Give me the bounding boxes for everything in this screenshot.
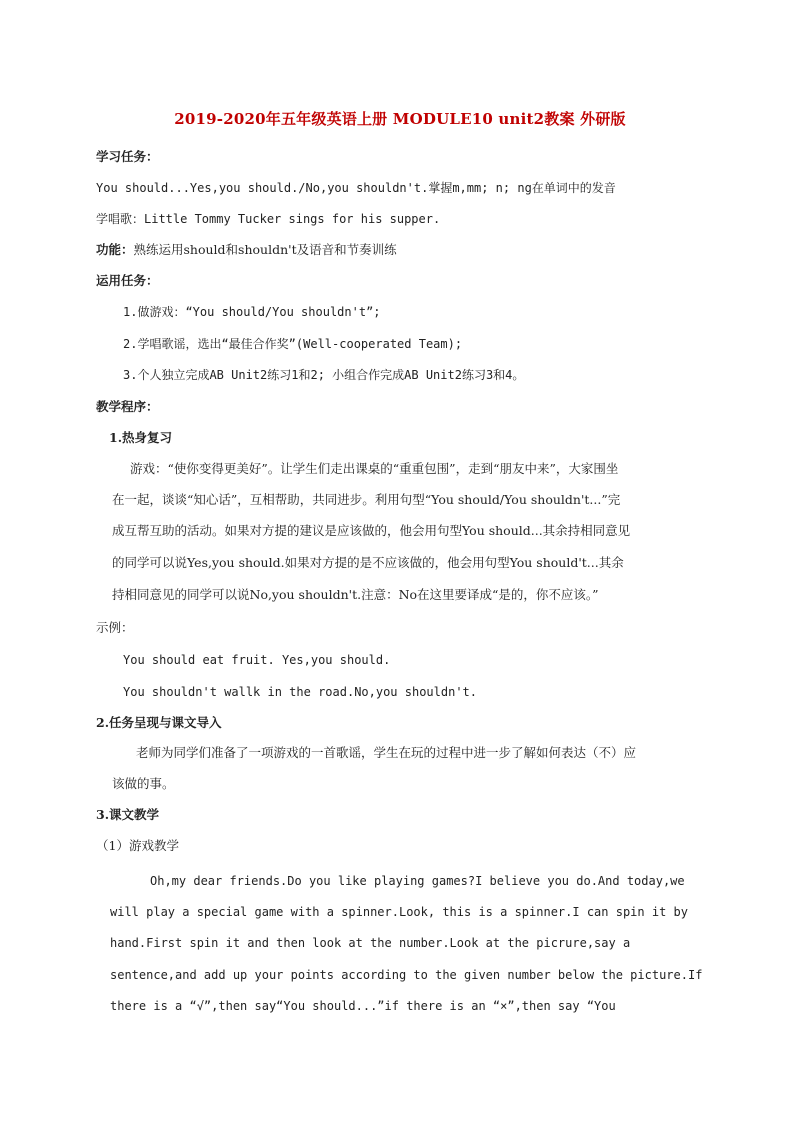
section-3-paragraph-line: hand.First spin it and then look at the number.Look at the picrure,say a: [110, 936, 631, 950]
application-task-item: 2.学唱歌谣，选出“最佳合作奖”(Well-cooperated Team);: [123, 337, 463, 351]
procedure-heading: 教学程序：: [96, 399, 159, 414]
section-1-paragraph-line: 成互帮互助的活动。如果对方提的建议是应该做的，他会用句型You should...其余持相同意见: [112, 523, 631, 538]
example-sentence: You should eat fruit. Yes,you should.: [123, 653, 391, 667]
function-line: [96, 242, 397, 258]
example-sentence: You shouldn't wallk in the road.No,you shouldn't.: [123, 685, 478, 699]
section-3-heading: 3.课文教学: [96, 807, 160, 822]
section-3-paragraph-line: sentence,and add up your points according to the given number below the picture.If: [110, 968, 703, 982]
application-task-item: 1.做游戏：“You should/You shouldn't”;: [123, 305, 381, 319]
section-1-paragraph-line: 的同学可以说Yes,you should.如果对方提的是不应该做的，他会用句型You should't...其余: [112, 555, 624, 570]
example-label: 示例：: [96, 620, 134, 635]
function-text: 熟练运用should和shouldn't及语音和节奏训练: [133, 242, 397, 257]
section-1-heading: 1.热身复习: [109, 430, 173, 445]
learning-tasks-line-2: 学唱歌：Little Tommy Tucker sings for his supper.: [96, 212, 441, 226]
section-3-subheading: （1）游戏教学: [96, 838, 179, 853]
learning-tasks-line-1: You should...Yes,you should./No,you shouldn't.掌握m,mm; n; ng在单词中的发音: [96, 181, 616, 195]
section-1-paragraph-line: 游戏：“使你变得更美好”。让学生们走出课桌的“重重包围”，走到“朋友中来”，大家围坐: [130, 461, 619, 476]
section-3-paragraph-line: Oh,my dear friends.Do you like playing games?I believe you do.And today,we: [150, 874, 685, 888]
section-3-paragraph-line: will play a special game with a spinner.Look, this is a spinner.I can spin it by: [110, 905, 688, 919]
application-task-item: 3.个人独立完成AB Unit2练习1和2; 小组合作完成AB Unit2练习3和4。: [123, 368, 525, 382]
section-2-paragraph-line: 该做的事。: [112, 776, 175, 791]
section-2-paragraph-line: 老师为同学们准备了一项游戏的一首歌谣，学生在玩的过程中进一步了解如何表达（不）应: [136, 745, 637, 760]
section-2-heading: 2.任务呈现与课文导入: [96, 715, 222, 730]
section-1-paragraph-line: 持相同意见的同学可以说No,you shouldn't.注意：No在这里要译成“是的，你不应该。”: [112, 587, 599, 602]
section-1-paragraph-line: 在一起，谈谈“知心话”，互相帮助，共同进步。利用句型“You should/You shouldn't...”完: [112, 492, 621, 507]
document-title: 2019-2020年五年级英语上册 MODULE10 unit2教案 外研版: [174, 110, 626, 128]
function-label: 功能：: [96, 242, 134, 257]
application-tasks-heading: 运用任务：: [96, 273, 159, 288]
learning-tasks-heading: 学习任务：: [96, 149, 159, 164]
section-3-paragraph-line: there is a “√”,then say“You should...”if there is an “×”,then say “You: [110, 999, 616, 1013]
